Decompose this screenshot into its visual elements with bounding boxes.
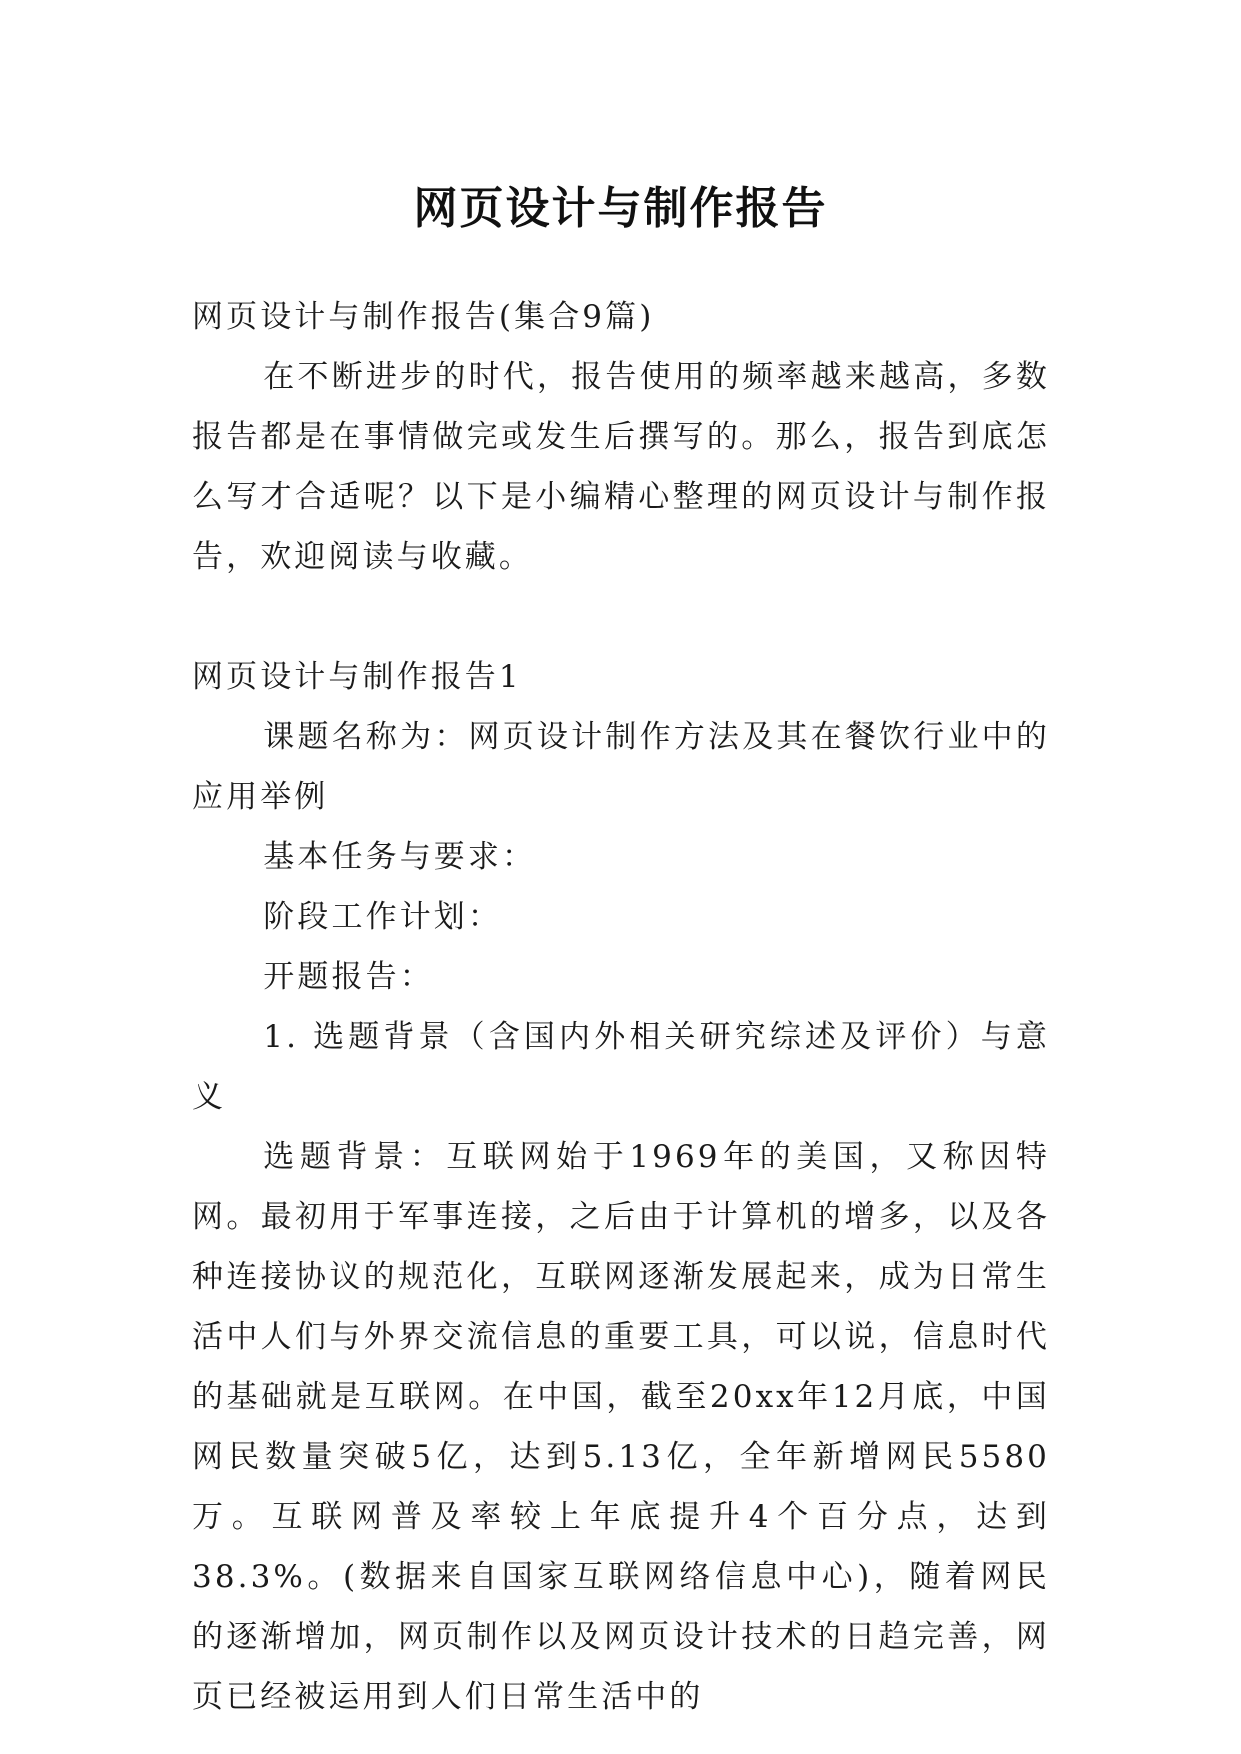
intro-paragraph: 在不断进步的时代，报告使用的频率越来越高，多数报告都是在事情做完或发生后撰写的。那么，报告到底怎么写才合适呢？以下是小编精心整理的网页设计与制作报告，欢迎阅读与收藏。 bbox=[192, 359, 1050, 575]
task-label: 基本任务与要求： bbox=[263, 839, 537, 875]
background-heading: 1. 选题背景（含国内外相关研究综述及评价）与意义 bbox=[192, 1019, 1050, 1115]
document-body bbox=[192, 287, 1050, 1727]
section-heading: 网页设计与制作报告1 bbox=[192, 659, 522, 695]
topic-paragraph: 课题名称为：网页设计制作方法及其在餐饮行业中的应用举例 bbox=[192, 719, 1050, 815]
document-title: 网页设计与制作报告 bbox=[413, 183, 828, 235]
collection-heading: 网页设计与制作报告(集合9篇) bbox=[192, 299, 655, 335]
opening-report-label: 开题报告： bbox=[263, 959, 434, 995]
background-paragraph: 选题背景：互联网始于1969年的美国，又称因特网。最初用于军事连接，之后由于计算机的增多，以及各种连接协议的规范化，互联网逐渐发展起来，成为日常生活中人们与外界交流信息的重要工具，可以说，信息时代的基础就是互联网。在中国，截至20xx年12月底，中国网民数量突破5亿，达到5.13亿，全年新增网民5580万。互联网普及率较上年底提升4个百分点，达到38.3%。(数据来自国家互联网络信息中心)，随着网民的逐渐增加，网页制作以及网页设计技术的日趋完善，网页已经被运用到人们日常生活中的 bbox=[192, 1139, 1050, 1715]
plan-label: 阶段工作计划： bbox=[263, 899, 502, 935]
